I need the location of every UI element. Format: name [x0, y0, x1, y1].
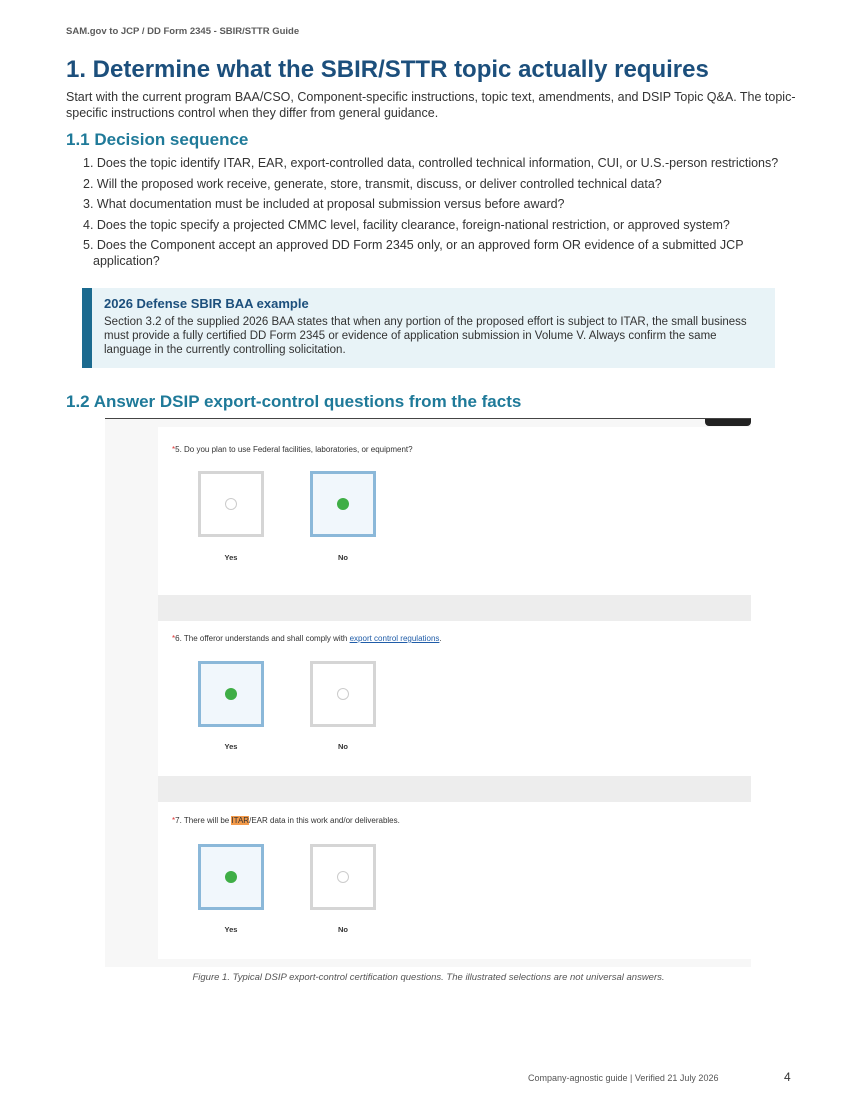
list-item: 2. Will the proposed work receive, generate, store, transmit, discuss, or deliver controlled technical data? — [83, 176, 662, 191]
question-7-option-yes[interactable] — [198, 844, 264, 910]
radio-unselected-icon — [225, 498, 237, 510]
question-7-text — [172, 816, 400, 825]
screenshot-top-tab — [705, 419, 751, 426]
export-control-regulations-link[interactable]: export control regulations — [349, 634, 440, 643]
callout-body: Section 3.2 of the supplied 2026 BAA states that when any portion of the proposed effort is subject to ITAR, the small business must provide a fully certified DD Form 2345 or evidence of application submission in Volume V. Always confirm the same language in the currently controlling solicitation. — [104, 316, 747, 356]
question-5-no-label: No — [338, 553, 348, 562]
question-7-no-label: No — [338, 925, 348, 934]
list-item: 5. Does the Component accept an approved DD Form 2345 only, or an approved form OR evidence of a submitted JCP application? — [83, 238, 744, 268]
question-6-yes-label: Yes — [224, 742, 238, 751]
list-item: 3. What documentation must be included at proposal submission versus before award? — [83, 197, 565, 211]
radio-unselected-icon — [337, 688, 349, 700]
question-5-yes-label: Yes — [224, 553, 238, 562]
list-item: 1. Does the topic identify ITAR, EAR, export-controlled data, controlled technical information, CUI, or U.S.-person restrictions? — [83, 156, 779, 170]
page-number: 4 — [784, 1070, 791, 1084]
question-card-7 — [158, 802, 751, 959]
question-5-option-no[interactable] — [310, 471, 376, 537]
list-item: 4. Does the topic specify a projected CMMC level, facility clearance, foreign-national restriction, or approved system? — [83, 217, 730, 232]
itar-highlight: ITAR — [231, 816, 250, 825]
question-7-label-end: /EAR data in this work and/or deliverables. — [249, 816, 400, 825]
radio-selected-icon — [225, 871, 237, 883]
decision-steps-list — [66, 156, 786, 274]
section-heading-dsip-questions: 1.2 Answer DSIP export-control questions from the facts — [66, 392, 522, 411]
page-title: 1. Determine what the SBIR/STTR topic actually requires — [66, 56, 709, 83]
question-5-text — [172, 445, 413, 454]
question-7-option-no[interactable] — [310, 844, 376, 910]
question-6-label: 6. The offeror understands and shall comply with — [175, 634, 350, 643]
card-divider — [158, 595, 751, 621]
question-card-5 — [158, 427, 751, 595]
figure-caption: Figure 1. Typical DSIP export-control certification questions. The illustrated selections are not universal answers. — [192, 972, 665, 983]
question-7-yes-label: Yes — [224, 925, 238, 934]
question-card-6 — [158, 621, 751, 776]
required-mark: * — [172, 445, 176, 454]
dsip-questions-screenshot — [105, 418, 751, 967]
question-6-option-yes[interactable] — [198, 661, 264, 727]
section-heading-decision-sequence: 1.1 Decision sequence — [66, 130, 249, 149]
radio-selected-icon — [225, 688, 237, 700]
question-6-text — [172, 634, 442, 643]
question-6-label-end: . — [439, 634, 442, 643]
required-mark: * — [172, 816, 176, 825]
question-5-option-yes[interactable] — [198, 471, 264, 537]
question-6-no-label: No — [338, 742, 348, 751]
footer-text: Company-agnostic guide | Verified 21 July 2026 — [528, 1073, 719, 1083]
card-divider — [158, 776, 751, 802]
baa-example-callout — [82, 288, 775, 368]
intro-paragraph: Start with the current program BAA/CSO, Component-specific instructions, topic text, amendments, and DSIP Topic Q&A. The topic-specific instructions control when they differ from general guidance. — [66, 90, 796, 120]
question-6-option-no[interactable] — [310, 661, 376, 727]
running-header: SAM.gov to JCP / DD Form 2345 - SBIR/STTR Guide — [66, 26, 300, 37]
required-mark: * — [172, 634, 176, 643]
callout-title: 2026 Defense SBIR BAA example — [104, 296, 309, 311]
question-5-label: 5. Do you plan to use Federal facilities, laboratories, or equipment? — [175, 445, 413, 454]
radio-selected-icon — [337, 498, 349, 510]
question-7-label: 7. There will be — [175, 816, 232, 825]
radio-unselected-icon — [337, 871, 349, 883]
